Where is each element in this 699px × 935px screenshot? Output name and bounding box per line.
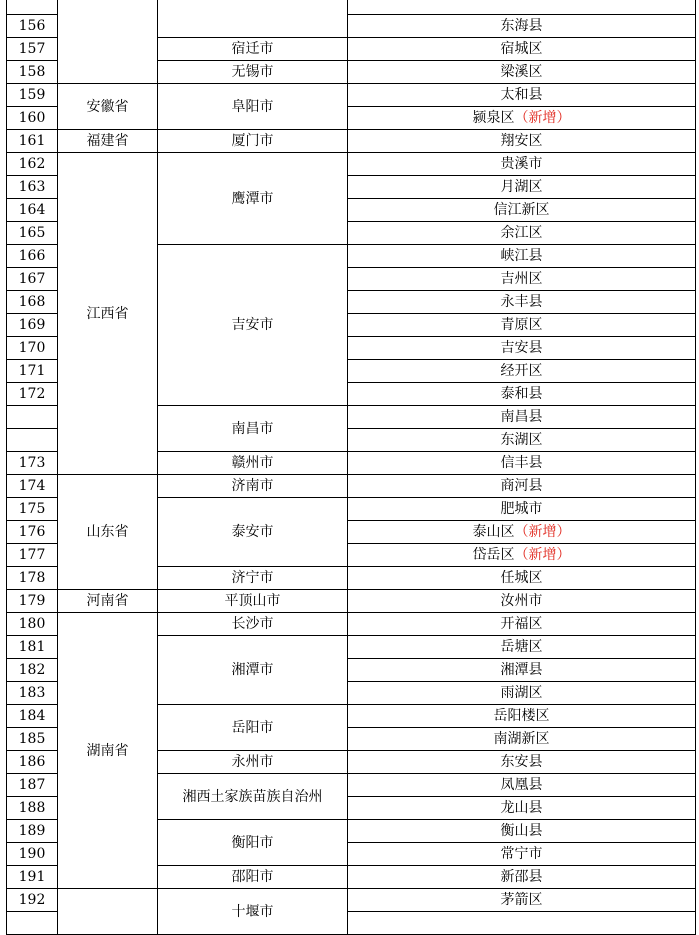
city-cell: 宿迁市 [158,38,348,61]
table-row [7,889,696,912]
city-cell: 永州市 [158,751,348,774]
row-number: 166 [7,245,58,268]
row-number: 162 [7,153,58,176]
county-cell: 岳阳楼区 [348,705,696,728]
county-cell: 经开区 [348,360,696,383]
county-cell: 太和县 [348,84,696,107]
city-cell: 泰安市 [158,498,348,567]
city-cell: 衡阳市 [158,820,348,866]
row-number: 185 [7,728,58,751]
city-cell: 吉安市 [158,245,348,406]
row-number: 184 [7,705,58,728]
county-cell: 宿城区 [348,38,696,61]
row-number: 159 [7,84,58,107]
city-cell: 厦门市 [158,130,348,153]
county-cell: 月湖区 [348,176,696,199]
row-number: 169 [7,314,58,337]
table-row [7,475,696,498]
county-cell: 汝州市 [348,590,696,613]
new-tag: （新增） [514,524,571,540]
county-cell [348,521,696,544]
city-cell: 赣州市 [158,452,348,475]
province-cell [58,889,158,935]
city-cell: 阜阳市 [158,84,348,130]
new-tag: （新增） [514,547,571,563]
county-cell: 余江区 [348,222,696,245]
county-cell: 南湖新区 [348,728,696,751]
county-cell: 信江新区 [348,199,696,222]
row-number: 192 [7,889,58,912]
county-name: 颍泉区 [472,110,515,126]
county-cell: 翔安区 [348,130,696,153]
county-cell: 龙山县 [348,797,696,820]
county-cell: 雨湖区 [348,682,696,705]
county-cell [348,0,696,15]
city-cell: 岳阳市 [158,705,348,751]
table-row [7,613,696,636]
row-number: 161 [7,130,58,153]
city-cell: 十堰市 [158,889,348,935]
city-cell: 湘西土家族苗族自治州 [158,774,348,820]
county-cell: 东安县 [348,751,696,774]
city-cell [158,0,348,38]
row-number: 178 [7,567,58,590]
row-number: 165 [7,222,58,245]
row-number [7,912,58,935]
row-number [7,0,58,15]
county-cell: 新邵县 [348,866,696,889]
county-cell: 吉州区 [348,268,696,291]
row-number: 171 [7,360,58,383]
row-number [7,406,58,429]
city-cell: 湘潭市 [158,636,348,705]
row-number: 188 [7,797,58,820]
table-row [7,590,696,613]
county-cell: 东海县 [348,15,696,38]
row-number: 180 [7,613,58,636]
row-number: 170 [7,337,58,360]
city-cell: 济南市 [158,475,348,498]
county-cell [348,912,696,935]
row-number [7,429,58,452]
county-cell: 任城区 [348,567,696,590]
row-number: 176 [7,521,58,544]
county-cell: 信丰县 [348,452,696,475]
row-number: 163 [7,176,58,199]
county-cell: 商河县 [348,475,696,498]
row-number: 187 [7,774,58,797]
county-name: 泰山区 [472,524,515,540]
row-number: 181 [7,636,58,659]
province-cell: 安徽省 [58,84,158,130]
county-cell: 茅箭区 [348,889,696,912]
row-number: 174 [7,475,58,498]
row-number: 182 [7,659,58,682]
county-cell: 梁溪区 [348,61,696,84]
row-number: 157 [7,38,58,61]
province-cell: 福建省 [58,130,158,153]
county-cell [348,544,696,567]
row-number: 158 [7,61,58,84]
county-cell: 永丰县 [348,291,696,314]
county-cell: 贵溪市 [348,153,696,176]
county-cell: 凤凰县 [348,774,696,797]
county-cell: 青原区 [348,314,696,337]
county-cell: 肥城市 [348,498,696,521]
city-cell: 无锡市 [158,61,348,84]
county-cell: 开福区 [348,613,696,636]
province-cell: 河南省 [58,590,158,613]
row-number: 164 [7,199,58,222]
row-number: 191 [7,866,58,889]
county-cell: 衡山县 [348,820,696,843]
county-cell: 湘潭县 [348,659,696,682]
row-number: 175 [7,498,58,521]
row-number: 179 [7,590,58,613]
county-cell: 常宁市 [348,843,696,866]
county-name: 岱岳区 [472,547,515,563]
row-number: 156 [7,15,58,38]
region-table [6,0,696,935]
city-cell: 长沙市 [158,613,348,636]
row-number: 177 [7,544,58,567]
city-cell: 南昌市 [158,406,348,452]
row-number: 189 [7,820,58,843]
row-number: 186 [7,751,58,774]
row-number: 172 [7,383,58,406]
province-cell: 湖南省 [58,613,158,889]
row-number: 183 [7,682,58,705]
county-cell: 峡江县 [348,245,696,268]
new-tag: （新增） [514,110,571,126]
county-cell: 泰和县 [348,383,696,406]
city-cell: 济宁市 [158,567,348,590]
province-cell: 江西省 [58,153,158,475]
table-row [7,84,696,107]
row-number: 160 [7,107,58,130]
county-cell: 岳塘区 [348,636,696,659]
county-cell: 南昌县 [348,406,696,429]
row-number: 168 [7,291,58,314]
city-cell: 平顶山市 [158,590,348,613]
table-row [7,130,696,153]
table-row [7,0,696,15]
row-number: 173 [7,452,58,475]
county-cell [348,107,696,130]
city-cell: 鹰潭市 [158,153,348,245]
county-cell: 吉安县 [348,337,696,360]
table-row [7,153,696,176]
province-cell [58,0,158,84]
city-cell: 邵阳市 [158,866,348,889]
row-number: 190 [7,843,58,866]
row-number: 167 [7,268,58,291]
county-cell: 东湖区 [348,429,696,452]
province-cell: 山东省 [58,475,158,590]
